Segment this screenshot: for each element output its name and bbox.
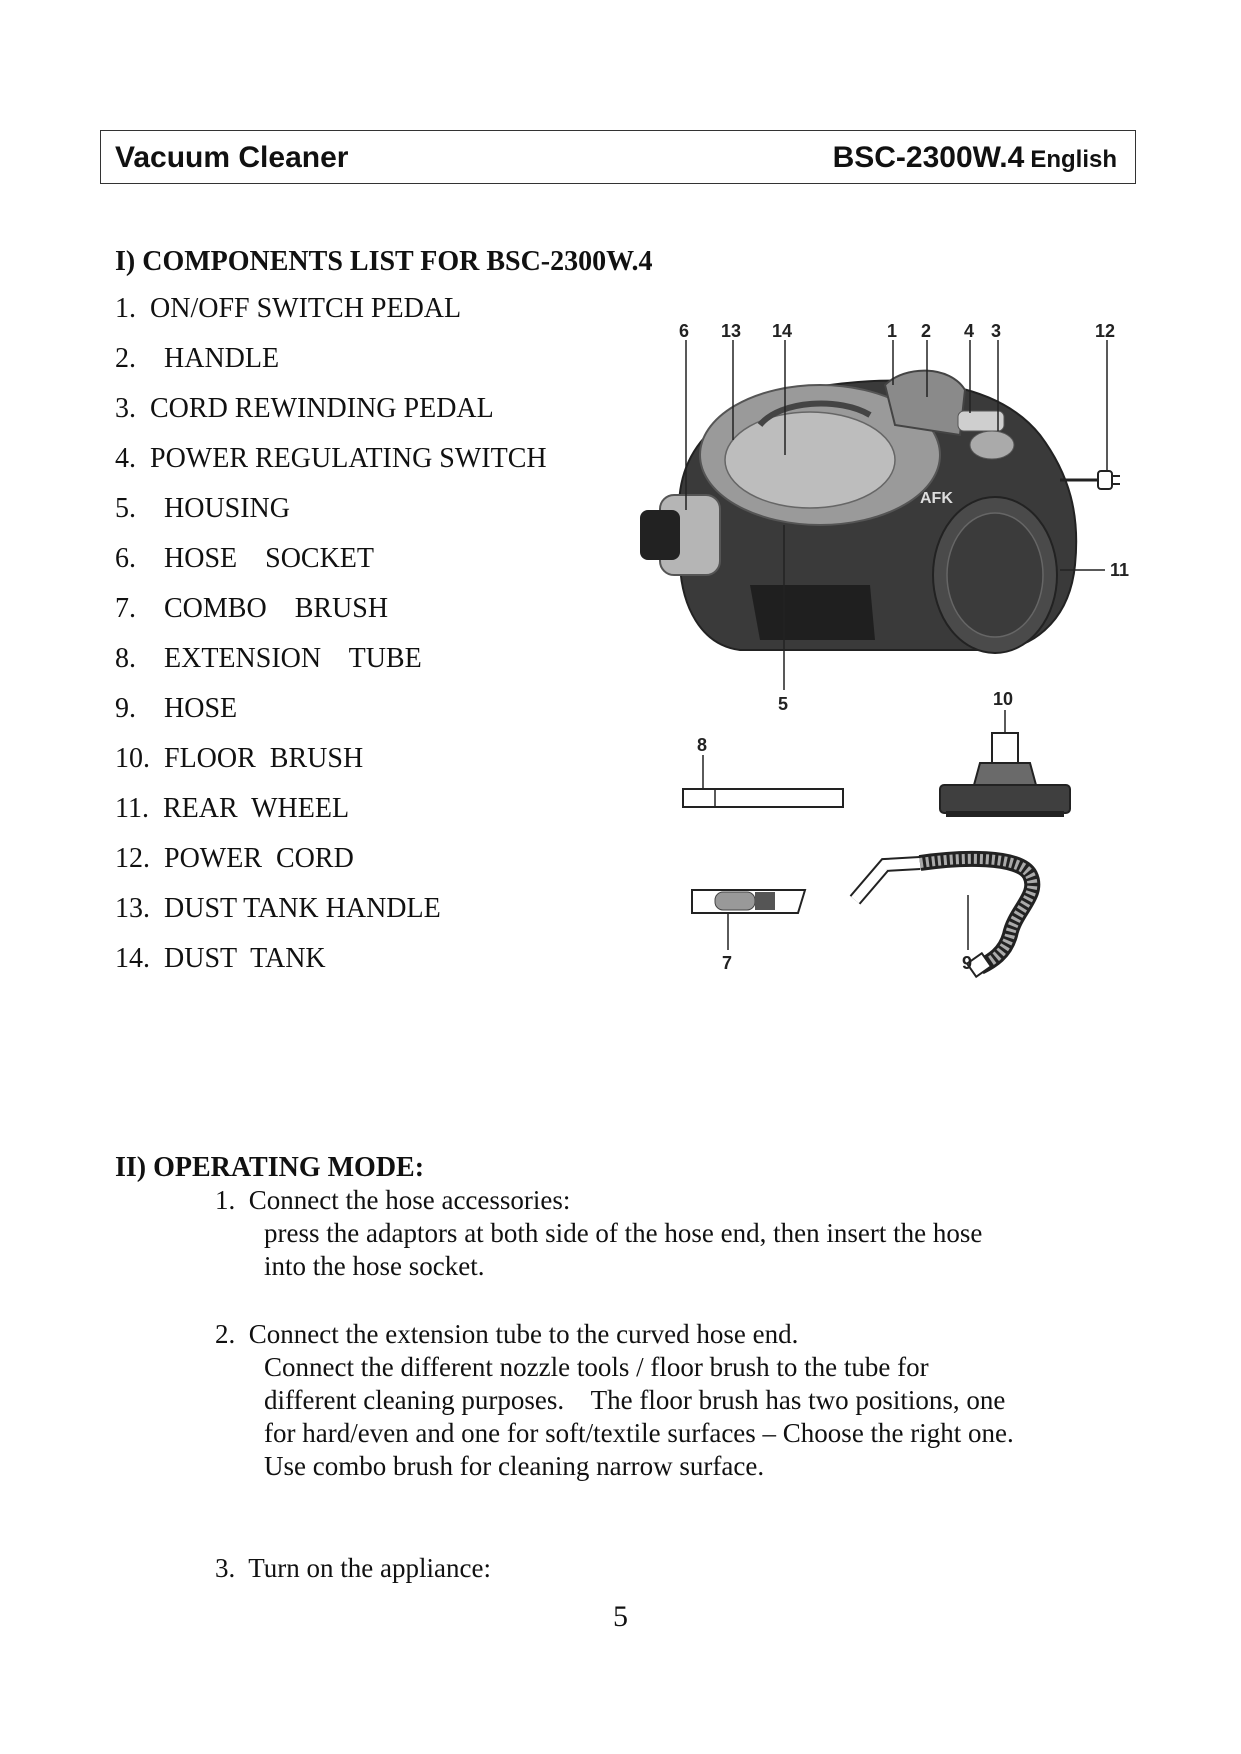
- component-item: 4. POWER REGULATING SWITCH: [115, 443, 547, 474]
- callout-7: 7: [722, 953, 733, 973]
- callout-10: 10: [993, 689, 1014, 709]
- operating-step-1: [215, 1184, 982, 1283]
- brand-mark: AFK: [920, 490, 953, 507]
- step-line: Use combo brush for cleaning narrow surface.: [264, 1451, 765, 1481]
- language-label: English: [1030, 146, 1117, 173]
- callout-2: 2: [921, 321, 932, 341]
- callout-5: 5: [778, 694, 789, 714]
- step-title: 1. Connect the hose accessories:: [215, 1185, 571, 1215]
- step-line: different cleaning purposes. The floor brush has two positions, one: [264, 1385, 1006, 1415]
- component-item: 2. HANDLE: [115, 343, 280, 374]
- step-title: 3. Turn on the appliance:: [215, 1553, 491, 1583]
- components-section-title: I) COMPONENTS LIST FOR BSC-2300W.4: [115, 246, 653, 277]
- component-item: 1. ON/OFF SWITCH PEDAL: [115, 293, 462, 324]
- step-line: for hard/even and one for soft/textile surfaces – Choose the right one.: [264, 1418, 1014, 1448]
- component-item: 3. CORD REWINDING PEDAL: [115, 393, 494, 424]
- step-line: press the adaptors at both side of the hose end, then insert the hose: [264, 1218, 983, 1248]
- components-list: [115, 293, 547, 993]
- component-item: 9. HOSE: [115, 693, 238, 724]
- hose-illustration: [855, 859, 1032, 977]
- component-item: 13. DUST TANK HANDLE: [115, 893, 441, 924]
- step-line: Connect the different nozzle tools / floor brush to the tube for: [264, 1352, 929, 1382]
- model-number: BSC-2300W.4: [832, 141, 1025, 174]
- vacuum-components-diagram: [620, 285, 1200, 1000]
- combo-brush-illustration: [692, 890, 805, 950]
- step-body: [215, 1217, 982, 1283]
- component-item: 14. DUST TANK: [115, 943, 326, 974]
- component-item: 5. HOUSING: [115, 493, 290, 524]
- step-body: [215, 1351, 1014, 1483]
- callout-9: 9: [962, 953, 973, 973]
- callout-3: 3: [991, 321, 1002, 341]
- component-item: 10. FLOOR BRUSH: [115, 743, 364, 774]
- component-item: 6. HOSE SOCKET: [115, 543, 375, 574]
- document-header: [100, 130, 1136, 184]
- step-line: into the hose socket.: [264, 1251, 485, 1281]
- callout-4: 4: [964, 321, 975, 341]
- component-item: 11. REAR WHEEL: [115, 793, 350, 824]
- model-and-language: [833, 141, 1117, 175]
- operating-step-2: [215, 1318, 1014, 1483]
- component-item: 12. POWER CORD: [115, 843, 354, 874]
- callout-14: 14: [772, 321, 793, 341]
- callout-11: 11: [1110, 560, 1130, 580]
- extension-tube-illustration: [683, 755, 843, 807]
- callout-6: 6: [679, 321, 690, 341]
- operating-mode-title: II) OPERATING MODE:: [115, 1152, 425, 1183]
- operating-step-3: [215, 1552, 491, 1585]
- callout-1: 1: [887, 321, 898, 341]
- page-number: 5: [613, 1600, 628, 1633]
- step-title: 2. Connect the extension tube to the curved hose end.: [215, 1319, 799, 1349]
- component-item: 8. EXTENSION TUBE: [115, 643, 422, 674]
- product-title: Vacuum Cleaner: [115, 141, 349, 174]
- callout-8: 8: [697, 735, 708, 755]
- callout-13: 13: [721, 321, 742, 341]
- vacuum-body-illustration: [640, 371, 1100, 653]
- floor-brush-illustration: [940, 710, 1070, 817]
- callout-12: 12: [1095, 321, 1116, 341]
- component-item: 7. COMBO BRUSH: [115, 593, 389, 624]
- power-plug-illustration: [1098, 471, 1120, 489]
